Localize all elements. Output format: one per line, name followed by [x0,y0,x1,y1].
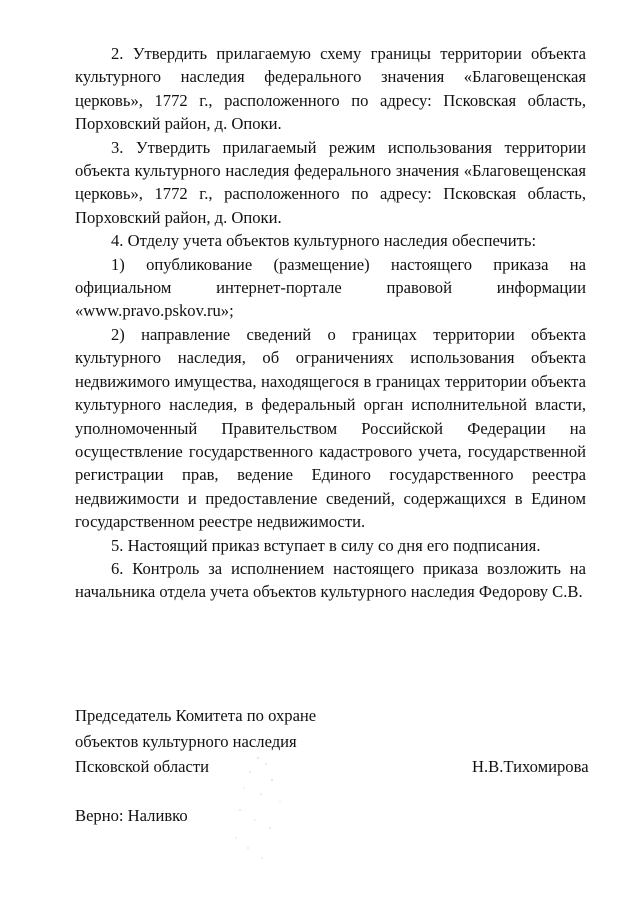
paragraph-send-information: 2) направление сведений о границах территории объекта культурного наследия, об ограничениях использования объекта недвижимого имущества, находящегося в границах территории объекта культурного наследия, в федеральный орган исполнительной власти, уполномоченный Правительством Российской Федерации на осуществление государственного кадастрового учета, государственной регистрации прав, ведение Единого государственного реестра недвижимости и предоставление сведений, содержащихся в Едином государственном реестре недвижимости. [75,324,586,532]
paragraph-publication: 1) опубликование (размещение) настоящего приказа на официальном интернет-портале правовой информации «www.pravo.pskov.ru»; [75,254,586,321]
signatory-name: Н.В.Тихомирова [472,757,589,776]
paragraph-effective-date: 5. Настоящий приказ вступает в силу со дня его подписания. [111,535,541,555]
scan-speckle [200,750,340,870]
paragraph-approve-boundary-scheme: 2. Утвердить прилагаемую схему границы территории объекта культурного наследия федерального значения «Благовещенская церковь», 1772 г., расположенного по адресу: Псковская область, Порховский район, д. Опоки. [75,44,586,134]
signatory-position-line: объектов культурного наследия [75,731,297,751]
certification-line: Верно: Наливко [75,806,188,825]
paragraph-control: 6. Контроль за исполнением настоящего приказа возложить на начальника отдела учета объектов культурного наследия Федорову С.В. [75,558,586,602]
paragraph-department-duties: 4. Отделу учета объектов культурного наследия обеспечить: [111,231,537,251]
order-body [75,42,586,604]
signatory-position-line: Псковской области [75,757,209,776]
paragraph-approve-usage-regime: 3. Утвердить прилагаемый режим использования территории объекта культурного наследия федерального значения «Благовещенская церковь», 1772 г., расположенного по адресу: Псковская область, Порховский район, д. Опоки. [75,137,586,227]
signatory-position-line: Председатель Комитета по охране [75,706,317,725]
